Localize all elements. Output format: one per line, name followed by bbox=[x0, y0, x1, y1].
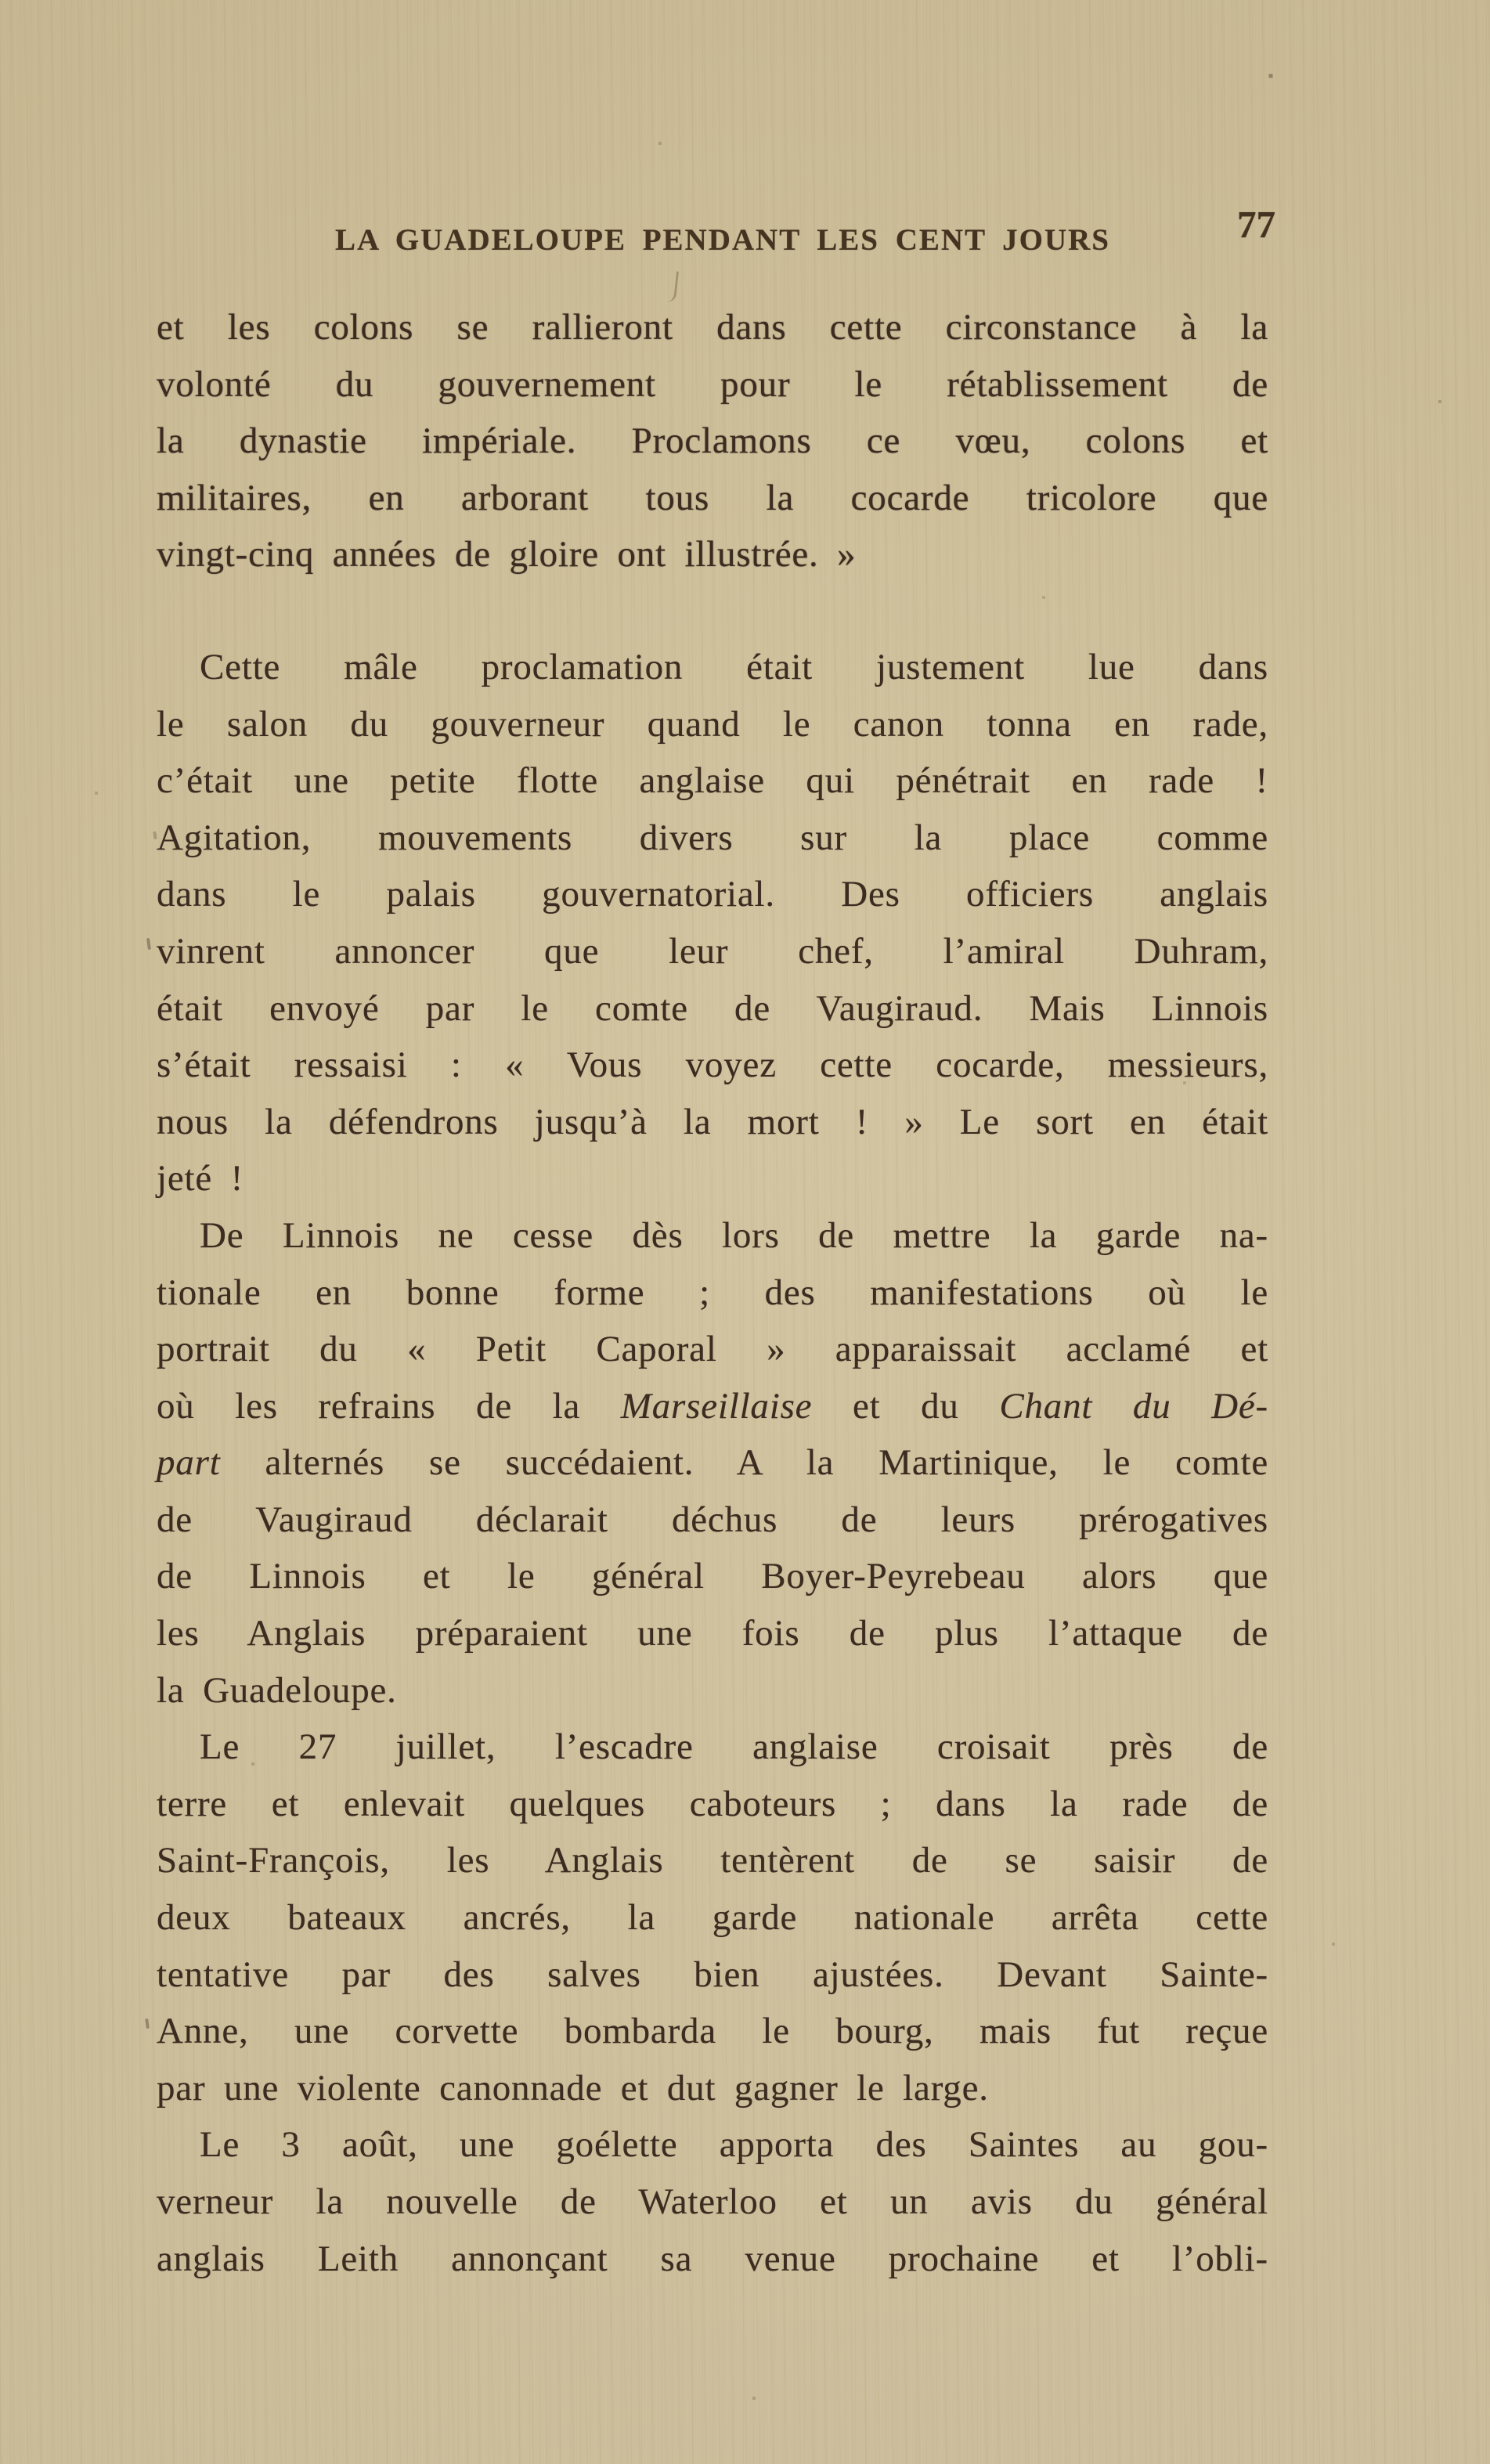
text-segment: terre et enlevait quelques caboteurs ; dans la rade de bbox=[157, 1783, 1268, 1824]
text-segment: de Vaugiraud déclarait déchus de leurs prérogatives bbox=[157, 1499, 1268, 1540]
running-head-title: LA GUADELOUPE PENDANT LES CENT JOURS bbox=[335, 223, 1110, 257]
ink-artifact bbox=[145, 2018, 150, 2029]
text-line bbox=[157, 470, 1268, 527]
text-line bbox=[157, 1605, 1268, 1662]
text-segment: était envoyé par le comte de Vaugiraud. Mais Linnois bbox=[157, 987, 1268, 1029]
ink-artifact bbox=[666, 270, 679, 302]
text-line bbox=[157, 1719, 1268, 1776]
text-line bbox=[157, 356, 1268, 413]
text-line bbox=[157, 1321, 1268, 1378]
text-segment: Saint-François, les Anglais tentèrent de se saisir de bbox=[157, 1840, 1268, 1881]
body-text bbox=[157, 299, 1268, 2287]
text-line bbox=[157, 2003, 1268, 2060]
text-segment: portrait du « Petit Caporal » apparaissait acclamé et bbox=[157, 1329, 1268, 1370]
text-line bbox=[157, 696, 1268, 753]
text-line bbox=[157, 413, 1268, 470]
text-segment: dans le palais gouvernatorial. Des officiers anglais bbox=[157, 874, 1268, 915]
paragraph bbox=[157, 639, 1268, 1207]
text-line bbox=[157, 2116, 1268, 2174]
text-segment: vinrent annoncer que leur chef, l’amiral Duhram, bbox=[157, 930, 1268, 972]
text-segment: Le 3 août, une goélette apporta des Saintes au gou- bbox=[200, 2124, 1268, 2166]
text-line bbox=[157, 526, 1268, 583]
text-segment: le salon du gouverneur quand le canon tonna en rade, bbox=[157, 703, 1268, 745]
text-line bbox=[157, 923, 1268, 980]
text-line bbox=[157, 2174, 1268, 2231]
paper-specks bbox=[0, 0, 2, 2]
text-segment: et du bbox=[812, 1385, 1000, 1427]
text-line bbox=[157, 1378, 1268, 1435]
text-line bbox=[157, 639, 1268, 696]
text-line bbox=[157, 1832, 1268, 1889]
text-segment: tionale en bonne forme ; des manifestations où le bbox=[157, 1272, 1268, 1313]
text-segment: alternés se succédaient. A la Martinique, le comte bbox=[220, 1442, 1268, 1484]
text-line bbox=[157, 1946, 1268, 2004]
text-segment: s’était ressaisi : « Vous voyez cette cocarde, messieurs, bbox=[157, 1044, 1268, 1086]
text-line bbox=[157, 810, 1268, 867]
text-line bbox=[157, 1094, 1268, 1151]
text-line bbox=[157, 2060, 1268, 2117]
italic-text-segment: Chant du Dé- bbox=[999, 1385, 1268, 1427]
paragraph bbox=[157, 1207, 1268, 1719]
text-segment: Cette mâle proclamation était justement lue dans bbox=[200, 646, 1268, 687]
italic-text-segment: part bbox=[157, 1442, 221, 1484]
ink-artifact bbox=[146, 938, 151, 950]
text-segment: tentative par des salves bien ajustées. Devant Sainte- bbox=[157, 1954, 1268, 1995]
text-segment: verneur la nouvelle de Waterloo et un avis du général bbox=[157, 2181, 1268, 2222]
text-segment: où les refrains de la bbox=[157, 1385, 621, 1427]
text-line bbox=[157, 2231, 1268, 2288]
text-line bbox=[157, 299, 1268, 356]
text-line bbox=[157, 1264, 1268, 1322]
text-line bbox=[157, 1492, 1268, 1549]
text-segment: de Linnois et le général Boyer-Peyrebeau alors que bbox=[157, 1556, 1268, 1597]
text-line bbox=[157, 980, 1268, 1037]
page-number: 77 bbox=[1237, 203, 1275, 246]
text-line bbox=[157, 1662, 1268, 1719]
text-segment: la dynastie impériale. Proclamons ce vœu, colons et bbox=[157, 420, 1268, 462]
paragraph bbox=[157, 2116, 1268, 2287]
text-segment: Anne, une corvette bombarda le bourg, mais fut reçue bbox=[157, 2011, 1268, 2052]
text-line bbox=[157, 752, 1268, 810]
text-segment: les Anglais préparaient une fois de plus l’attaque de bbox=[157, 1613, 1268, 1654]
paragraph bbox=[157, 1719, 1268, 2116]
text-segment: anglais Leith annonçant sa venue prochaine et l’obli- bbox=[157, 2238, 1268, 2279]
text-line bbox=[157, 866, 1268, 923]
text-line bbox=[157, 1548, 1268, 1605]
text-segment: Le 27 juillet, l’escadre anglaise croisait près de bbox=[200, 1726, 1268, 1768]
text-segment: militaires, en arborant tous la cocarde tricolore que bbox=[157, 477, 1268, 518]
text-line bbox=[157, 1434, 1268, 1492]
paragraph bbox=[157, 299, 1268, 583]
text-segment: c’était une petite flotte anglaise qui pénétrait en rade ! bbox=[157, 760, 1268, 802]
text-line bbox=[157, 1037, 1268, 1094]
text-segment: nous la défendrons jusqu’à la mort ! » Le sort en était bbox=[157, 1101, 1268, 1142]
text-line bbox=[157, 1207, 1268, 1264]
text-segment: volonté du gouvernement pour le rétablissement de bbox=[157, 363, 1268, 405]
text-line bbox=[157, 1889, 1268, 1946]
text-segment: Agitation, mouvements divers sur la place comme bbox=[157, 817, 1268, 858]
text-segment: et les colons se rallieront dans cette circonstance à la bbox=[157, 307, 1268, 348]
text-segment: jeté ! bbox=[157, 1158, 244, 1200]
text-segment: deux bateaux ancrés, la garde nationale arrêta cette bbox=[157, 1897, 1268, 1939]
italic-text-segment: Marseillaise bbox=[620, 1385, 813, 1427]
text-segment: vingt-cinq années de gloire ont illustrée. » bbox=[157, 534, 857, 575]
text-line bbox=[157, 1150, 1268, 1207]
text-segment: par une violente canonnade et dut gagner le large. bbox=[157, 2067, 989, 2109]
text-segment: la Guadeloupe. bbox=[157, 1669, 397, 1711]
text-line bbox=[157, 1776, 1268, 1833]
text-segment: De Linnois ne cesse dès lors de mettre la garde na- bbox=[200, 1214, 1268, 1256]
